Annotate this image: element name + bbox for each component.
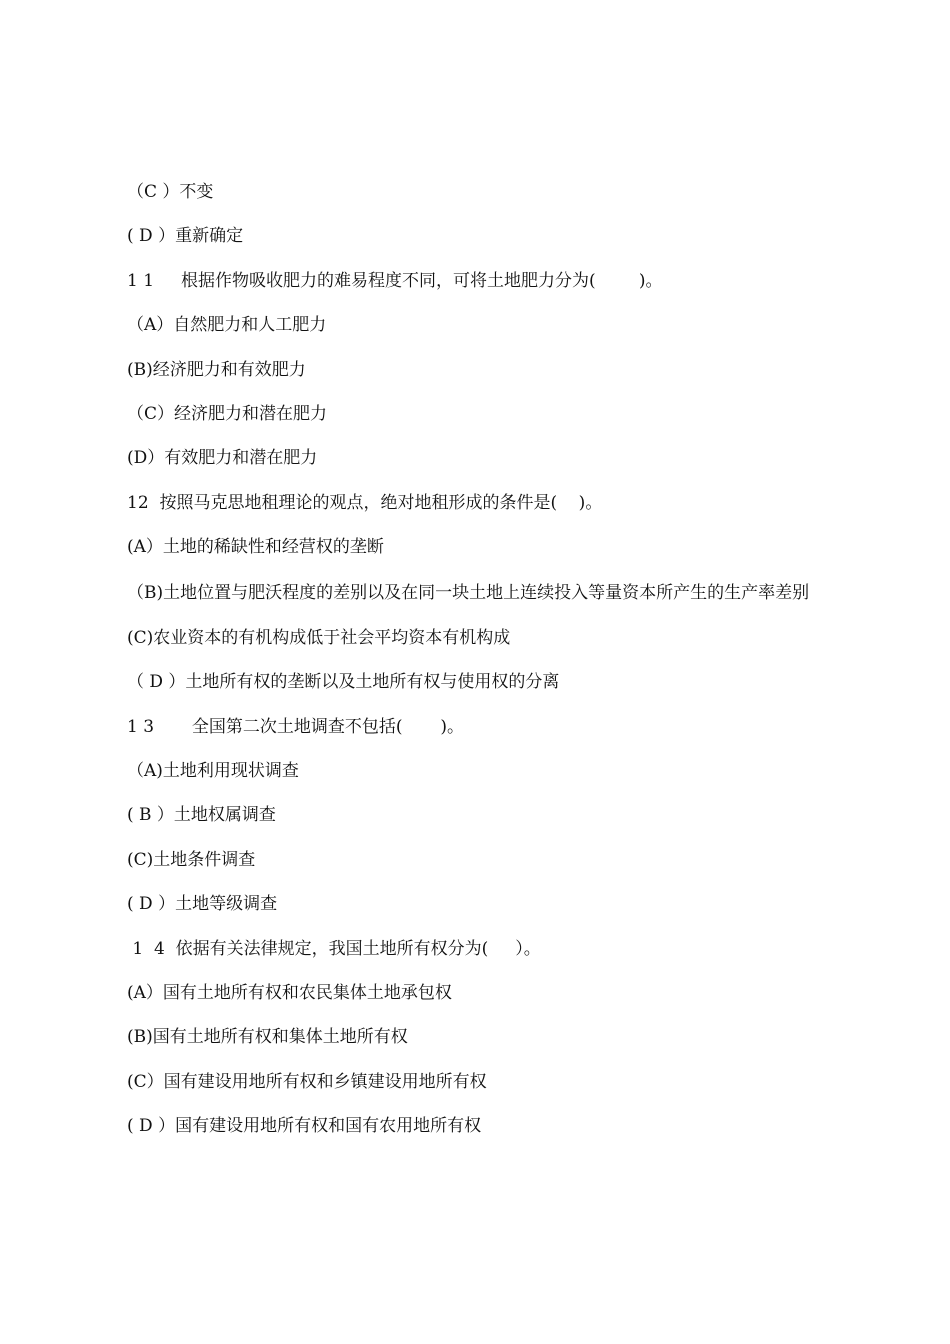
option-c-unchanged: （C ）不变 — [127, 182, 214, 202]
question-13-option-c: (C)土地条件调查 — [127, 849, 256, 870]
question-11-option-d: (D）有效肥力和潜在肥力 — [127, 448, 318, 469]
question-14-option-b: (B)国有土地所有权和集体土地所有权 — [127, 1027, 408, 1048]
question-13-option-b: ( B ）土地权属调查 — [127, 805, 276, 826]
question-12-option-d: （ D ）土地所有权的垄断以及土地所有权与使用权的分离 — [127, 672, 560, 693]
question-13-option-d: ( D ）土地等级调查 — [127, 894, 278, 915]
question-11-option-c: （C）经济肥力和潜在肥力 — [127, 403, 328, 424]
question-14: 1 4 依据有关法律规定，我国土地所有权分为( ）。 — [127, 938, 541, 959]
question-12-option-b: （B)土地位置与肥沃程度的差别以及在同一块土地上连续投入等量资本所产生的生产率差别 — [127, 582, 810, 603]
question-13-option-a: （A)土地利用现状调查 — [127, 761, 299, 782]
question-11-option-b: (B)经济肥力和有效肥力 — [127, 359, 306, 380]
question-12-option-a: (A）土地的稀缺性和经营权的垄断 — [127, 537, 384, 558]
question-11: 1 1 根据作物吸收肥力的难易程度不同，可将土地肥力分为( )。 — [127, 270, 663, 291]
question-text-block — [127, 179, 827, 1140]
question-11-option-a: （A）自然肥力和人工肥力 — [127, 315, 327, 336]
question-14-option-a: (A）国有土地所有权和农民集体土地承包权 — [127, 983, 452, 1004]
option-d-redetermine: ( D ）重新确定 — [127, 226, 244, 247]
question-13: 1 3 全国第二次土地调查不包括( )。 — [127, 716, 464, 737]
question-12: 12 按照马克思地租理论的观点，绝对地租形成的条件是( )。 — [127, 492, 603, 513]
question-14-option-d: ( D ）国有建设用地所有权和国有农用地所有权 — [127, 1116, 482, 1137]
question-12-option-c: (C)农业资本的有机构成低于社会平均资本有机构成 — [127, 627, 511, 648]
question-14-option-c: (C）国有建设用地所有权和乡镇建设用地所有权 — [127, 1071, 487, 1092]
